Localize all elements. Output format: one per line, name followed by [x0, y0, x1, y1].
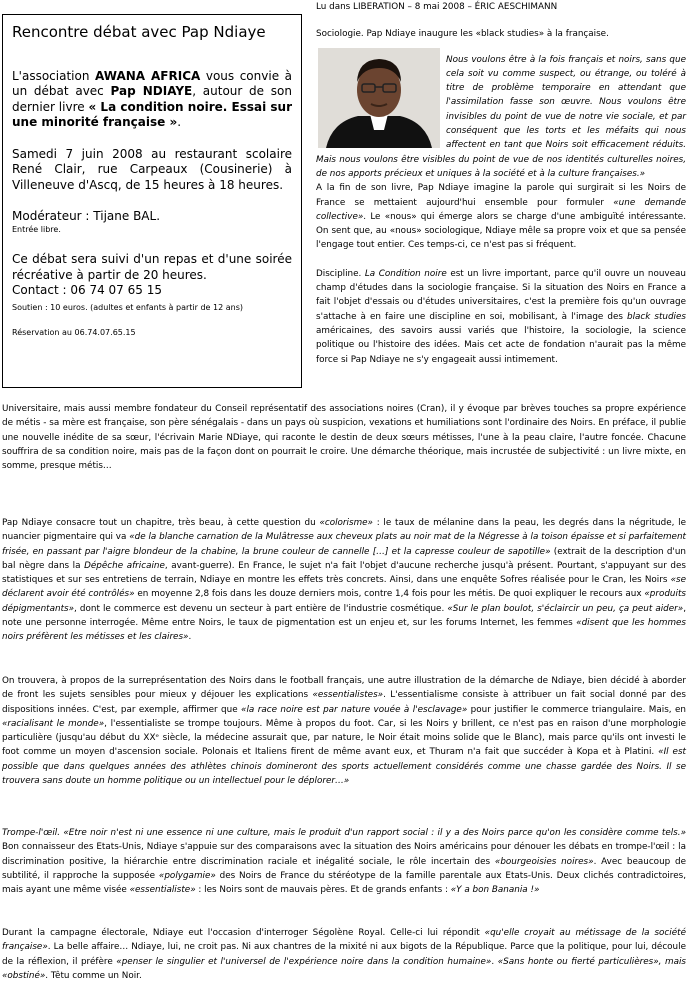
article-paragraph-5: On trouvera, à propos de la surreprésentation des Noirs dans le football français, une autre illustration de la démarche de Ndiaye, bien décidé à aborder de front les sujets sensibles pour mieux y déjouer les explications «essentialistes». L'essentialisme consiste à attribuer un fait social donné par des dispositions innées. C'est, par exemple, affirmer que «la race noire est par nature vouée à l'esclavage» pour justifier le commerce triangulaire. Mais, en «racialisant le monde», l'essentialiste se trompe toujours. Même à propos du foot. Car, si les Noirs y brillent, ce n'est pas en raison d'une morphologie particulière (jusqu'au début du XXᵉ siècle, la médecine assurait que, par nature, le Noir était moins solide que le Blanc), mais parce qu'ils ont investi le foot comme un moyen d'ascension sociale. Polonais et Italiens firent de même avant eux, et Thuram n'a fait que succéder à Kopa et à Platini. «Il est possible que dans quelques années des athlètes chinois domineront des sports actuellement considérés comme une chasse gardée des Noirs. Il se trouvera sans doute un homme politique ou un intellectuel pour le déplorer…»: [2, 676, 686, 787]
article-paragraph-2: Discipline. La Condition noire est un livre important, parce qu'il ouvre un nouveau champ d'études dans la sociologie française. Si la situation des Noirs en France a fait l'objet d'essais ou d'études universitaires, c'est la première fois qu'un ouvrage s'attache à en faire une discipline en soi, mobilisant, à l'image des black studies américaines, des savoirs aussi variés que l'histoire, la sociologie, la science politique ou l'histoire des idées. Mais cet acte de fondation n'aurait pas la même force si Pap Ndiaye ne s'y engageait aussi intimement.: [316, 268, 687, 365]
author-portrait-icon: [318, 48, 440, 148]
event-title: Rencontre débat avec Pap Ndiaye: [12, 23, 266, 41]
event-date-place: Samedi 7 juin 2008 au restaurant scolaire René Clair, rue Carpeaux (Cousinerie) à Villeneuve d'Ascq, de 15 heures à 18 heures.: [12, 147, 292, 192]
article-paragraph-6: Trompe-l'œil. «Etre noir n'est ni une essence ni une culture, mais le produit d'un rapport social : il y a des Noirs parce qu'on les considère comme tels.» Bon connaisseur des Etats-Unis, Ndiaye s'appuie sur des comparaisons avec la situation des Noirs américains pour dénouer les débats en trompe-l'œil : la discrimination positive, la hiérarchie entre discrimination raciale et inégalité sociale, le rôle incertain des «bourgeoisies noires». Avec beaucoup de subtilité, il rapproche la supposée «polygamie» des Noirs de France du stéréotype de la famille parentale aux Etats-Unis. Deux clichés contradictoires, mais ayant une même visée «essentialiste» : les Noirs sont de mauvais pères. Et de grands enfants : «Y a bon Banania !»: [2, 828, 687, 896]
article-top-column: [316, 0, 686, 367]
author-photo: [318, 48, 440, 148]
event-fee: Soutien : 10 euros. (adultes et enfants à partir de 12 ans): [12, 303, 243, 313]
article-paragraph-4: Pap Ndiaye consacre tout un chapitre, très beau, à cette question du «colorisme» : le taux de mélanine dans la peau, les degrés dans la négritude, le nuancier pigmentaire qui va «de la blanche carnation de la Mulâtresse aux cheveux plats au noir mat de la Négresse à la toison épaisse et si parfaitement frisée, en passant par l'aigre blondeur de la chabine, la brune couleur de cannelle […] et la capresse couleur de sapotille» (extrait de la description d'un bal nègre dans la Dépêche africaine, avant-guerre). En France, le sujet n'a fait l'objet d'aucune recherche jusqu'à présent. Pourtant, s'appuyant sur des statistiques et sur ses entretiens de terrain, Ndiaye en montre les effets très concrets. Ainsi, dans une enquête Sofres réalisée pour le Cran, les Noirs «se déclarent avoir été contrôlés» en moyenne 2,8 fois dans les douze derniers mois, contre 1,4 fois pour les métis. De quoi expliquer le recours aux «produits dépigmentants», dont le commerce est devenu un secteur à part entière de l'industrie cosmétique. «Sur le plan boulot, s'éclaircir un peu, ça peut aider», note une personne interrogée. Même entre Noirs, le taux de pigmentation est un enjeu et, sur les forums Internet, les femmes «disent que les hommes noirs préfèrent les métisses et les claires».: [2, 518, 687, 643]
event-moderator: Modérateur : Tijane BAL.: [12, 209, 161, 224]
article-quote: Nous voulons être à la fois français et noirs, sans que cela soit vu comme suspect, ou étrange, ou toléré à titre de problème temporaire en attendant que l'assimilation fasse son œuvre. Nous voulons être invisibles du point de vue de notre vie sociale, et par conséquent que les torts et les méfaits qui nous affectent en tant que Noirs soit efficacement réduits. Mais nous voulons être visibles du point de vue de nos identités culturelles noires, de nos apports précieux et uniques à la société et à la culture françaises.»: [316, 54, 686, 179]
article-paragraph-1: A la fin de son livre, Pap Ndiaye imagine la parole qui surgirait si les Noirs de France se mettaient aujourd'hui ensemble pour formuler «une demande collective». Le «nous» qui émerge alors se charge d'une ambiguïté intéressante. On sent que, au «nous» sociologique, Ndiaye mêle sa propre voix et que sa pensée l'engage tout entier. Ces temps-ci, ce n'est pas si fréquent.: [316, 183, 686, 251]
article-paragraph-7: Durant la campagne électorale, Ndiaye eut l'occasion d'interroger Ségolène Royal. Celle-ci lui répondit «qu'elle croyait au métissage de la société française». La belle affaire… Ndiaye, lui, ne croit pas. Ni aux chantres de la mixité ni aux bigots de la République. Parce que la politique, pour lui, découle de la réflexion, il préfère «penser le singulier et l'universel de l'expérience noire dans la condition humaine». «Sans honte ou fierté particulières», mais «obstiné». Têtu comme un Noir.: [2, 928, 686, 981]
event-reservation: Réservation au 06.74.07.65.15: [12, 328, 136, 338]
event-dinner: Ce débat sera suivi d'un repas et d'une soirée récréative à partir de 20 heures.: [12, 252, 292, 282]
article-byline: Lu dans LIBERATION – 8 mai 2008 – ÉRIC AESCHIMANN: [316, 2, 558, 12]
event-entry: Entrée libre.: [12, 225, 61, 235]
article-paragraph-3: Universitaire, mais aussi membre fondateur du Conseil représentatif des associations noires (Cran), il y évoque par brèves touches sa propre expérience de métis - sa mère est française, son père sénégalais - dans un pays où suspicion, vexations et humiliations sont l'ordinaire des Noirs. En préface, il publie une nouvelle inédite de sa sœur, l'écrivain Marie NDiaye, qui raconte le destin de deux sœurs métisses, l'une à la peau claire, l'autre foncée. Chacune souffrira de sa condition noire, mais pas de la façon dont on pourrait le croire. Une démarche théorique, mais incrustée de subjectivité : un livre mixte, en somme, presque métis…: [2, 404, 686, 472]
event-contact: Contact : 06 74 07 65 15: [12, 282, 162, 297]
event-announcement-box: [2, 14, 302, 388]
article-intro: Sociologie. Pap Ndiaye inaugure les «black studies» à la française.: [316, 29, 609, 40]
event-invitation: L'association AWANA AFRICA vous convie à un débat avec Pap NDIAYE, autour de son dernier livre « La condition noire. Essai sur une minorité française ».: [12, 69, 292, 129]
